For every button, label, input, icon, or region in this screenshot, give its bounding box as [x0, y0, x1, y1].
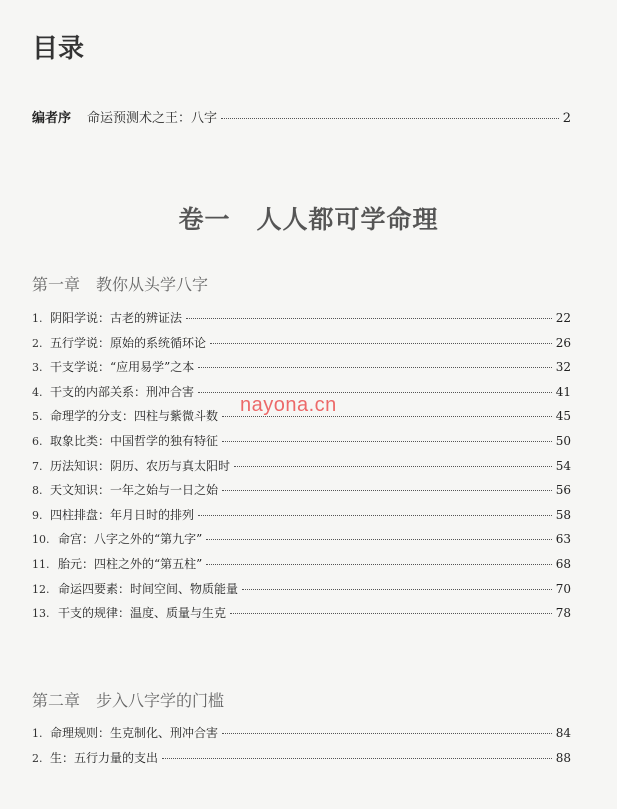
entry-title: 干支的内部关系：刑冲合害 [50, 384, 195, 399]
leader-dots [222, 733, 552, 734]
entry-title: 胎元：四柱之外的“第五柱” [58, 556, 203, 571]
entry-number: 5. [32, 410, 43, 424]
entry-page: 54 [555, 458, 571, 473]
entry-number: 2. [32, 751, 43, 765]
chapter2-heading: 第二章 步入八字学的门槛 [32, 691, 225, 710]
entry-page: 22 [555, 311, 571, 325]
leader-dots [234, 466, 552, 467]
entry-title: 五行学说：原始的系统循环论 [50, 335, 207, 350]
preface-entry [32, 107, 571, 126]
entry-number: 12. [32, 582, 50, 596]
entry-number: 7. [32, 459, 43, 473]
leader-dots [222, 490, 552, 491]
toc-entry [32, 580, 571, 605]
toc-entry [32, 530, 571, 555]
chapter2-toc [32, 724, 571, 773]
entry-title: 命理学的分支：四柱与紫微斗数 [50, 409, 219, 424]
entry-page: 41 [555, 384, 571, 399]
entry-title: 天文知识：一年之始与一日之始 [50, 483, 219, 498]
leader-dots [210, 343, 552, 344]
entry-number: 6. [32, 434, 43, 448]
entry-title: 干支的规律：温度、质量与生克 [58, 606, 227, 621]
chapter1-toc [32, 309, 571, 629]
entry-title: 命宫：八字之外的“第九字” [58, 532, 203, 547]
preface-label: 编者序 [32, 111, 72, 126]
leader-dots [221, 118, 559, 119]
toc-entry [32, 457, 571, 482]
entry-number: 11. [32, 557, 50, 571]
leader-dots [198, 392, 552, 393]
chapter1-heading: 第一章 教你从头学八字 [32, 275, 209, 294]
preface-page: 2 [562, 111, 571, 126]
leader-dots [162, 758, 552, 759]
entry-page: 78 [555, 606, 571, 621]
toc-entry [32, 749, 571, 774]
toc-entry [32, 555, 571, 580]
entry-number: 3. [32, 361, 43, 375]
entry-number: 2. [32, 336, 43, 350]
leader-dots [222, 441, 552, 442]
leader-dots [198, 515, 552, 516]
toc-entry [32, 506, 571, 531]
entry-title: 生：五行力量的支出 [50, 750, 159, 765]
entry-title: 命理规则：生克制化、刑冲合害 [50, 726, 219, 740]
entry-title: 干支学说：“应用易学”之本 [50, 360, 195, 375]
entry-page: 50 [555, 433, 571, 448]
entry-number: 9. [32, 508, 43, 522]
entry-number: 1. [32, 312, 43, 325]
entry-page: 56 [555, 483, 571, 498]
entry-page: 26 [555, 335, 571, 350]
entry-page: 58 [555, 507, 571, 522]
toc-entry [32, 358, 571, 383]
leader-dots [198, 367, 551, 368]
toc-entry [32, 432, 571, 457]
preface-text: 命运预测术之王：八字 [87, 111, 218, 126]
leader-dots [242, 589, 552, 590]
leader-dots [230, 613, 552, 614]
entry-page: 88 [555, 750, 571, 765]
leader-dots [206, 539, 551, 540]
entry-title: 取象比类：中国哲学的独有特征 [50, 433, 219, 448]
entry-number: 4. [32, 385, 43, 399]
entry-title: 四柱排盘：年月日时的排列 [50, 507, 195, 522]
entry-page: 45 [555, 409, 571, 424]
toc-entry [32, 724, 571, 749]
toc-entry [32, 481, 571, 506]
leader-dots [186, 318, 552, 319]
toc-entry [32, 309, 571, 334]
entry-number: 1. [32, 727, 43, 740]
entry-title: 历法知识：阴历、农历与真太阳时 [50, 458, 231, 473]
entry-page: 68 [555, 556, 571, 571]
entry-page: 32 [555, 360, 571, 375]
watermark-text: nayona.cn [240, 394, 337, 416]
page-title: 目录 [32, 34, 85, 64]
entry-number: 10. [32, 533, 50, 547]
entry-page: 63 [555, 532, 571, 547]
leader-dots [206, 564, 551, 565]
entry-number: 13. [32, 607, 50, 621]
toc-entry [32, 334, 571, 359]
entry-page: 84 [555, 726, 571, 740]
toc-entry [32, 604, 571, 629]
entry-page: 70 [555, 581, 571, 596]
entry-title: 阴阳学说：古老的辨证法 [50, 311, 183, 325]
entry-number: 8. [32, 484, 43, 498]
entry-title: 命运四要素：时间空间、物质能量 [58, 581, 239, 596]
volume-heading: 卷一 人人都可学命理 [178, 205, 439, 234]
